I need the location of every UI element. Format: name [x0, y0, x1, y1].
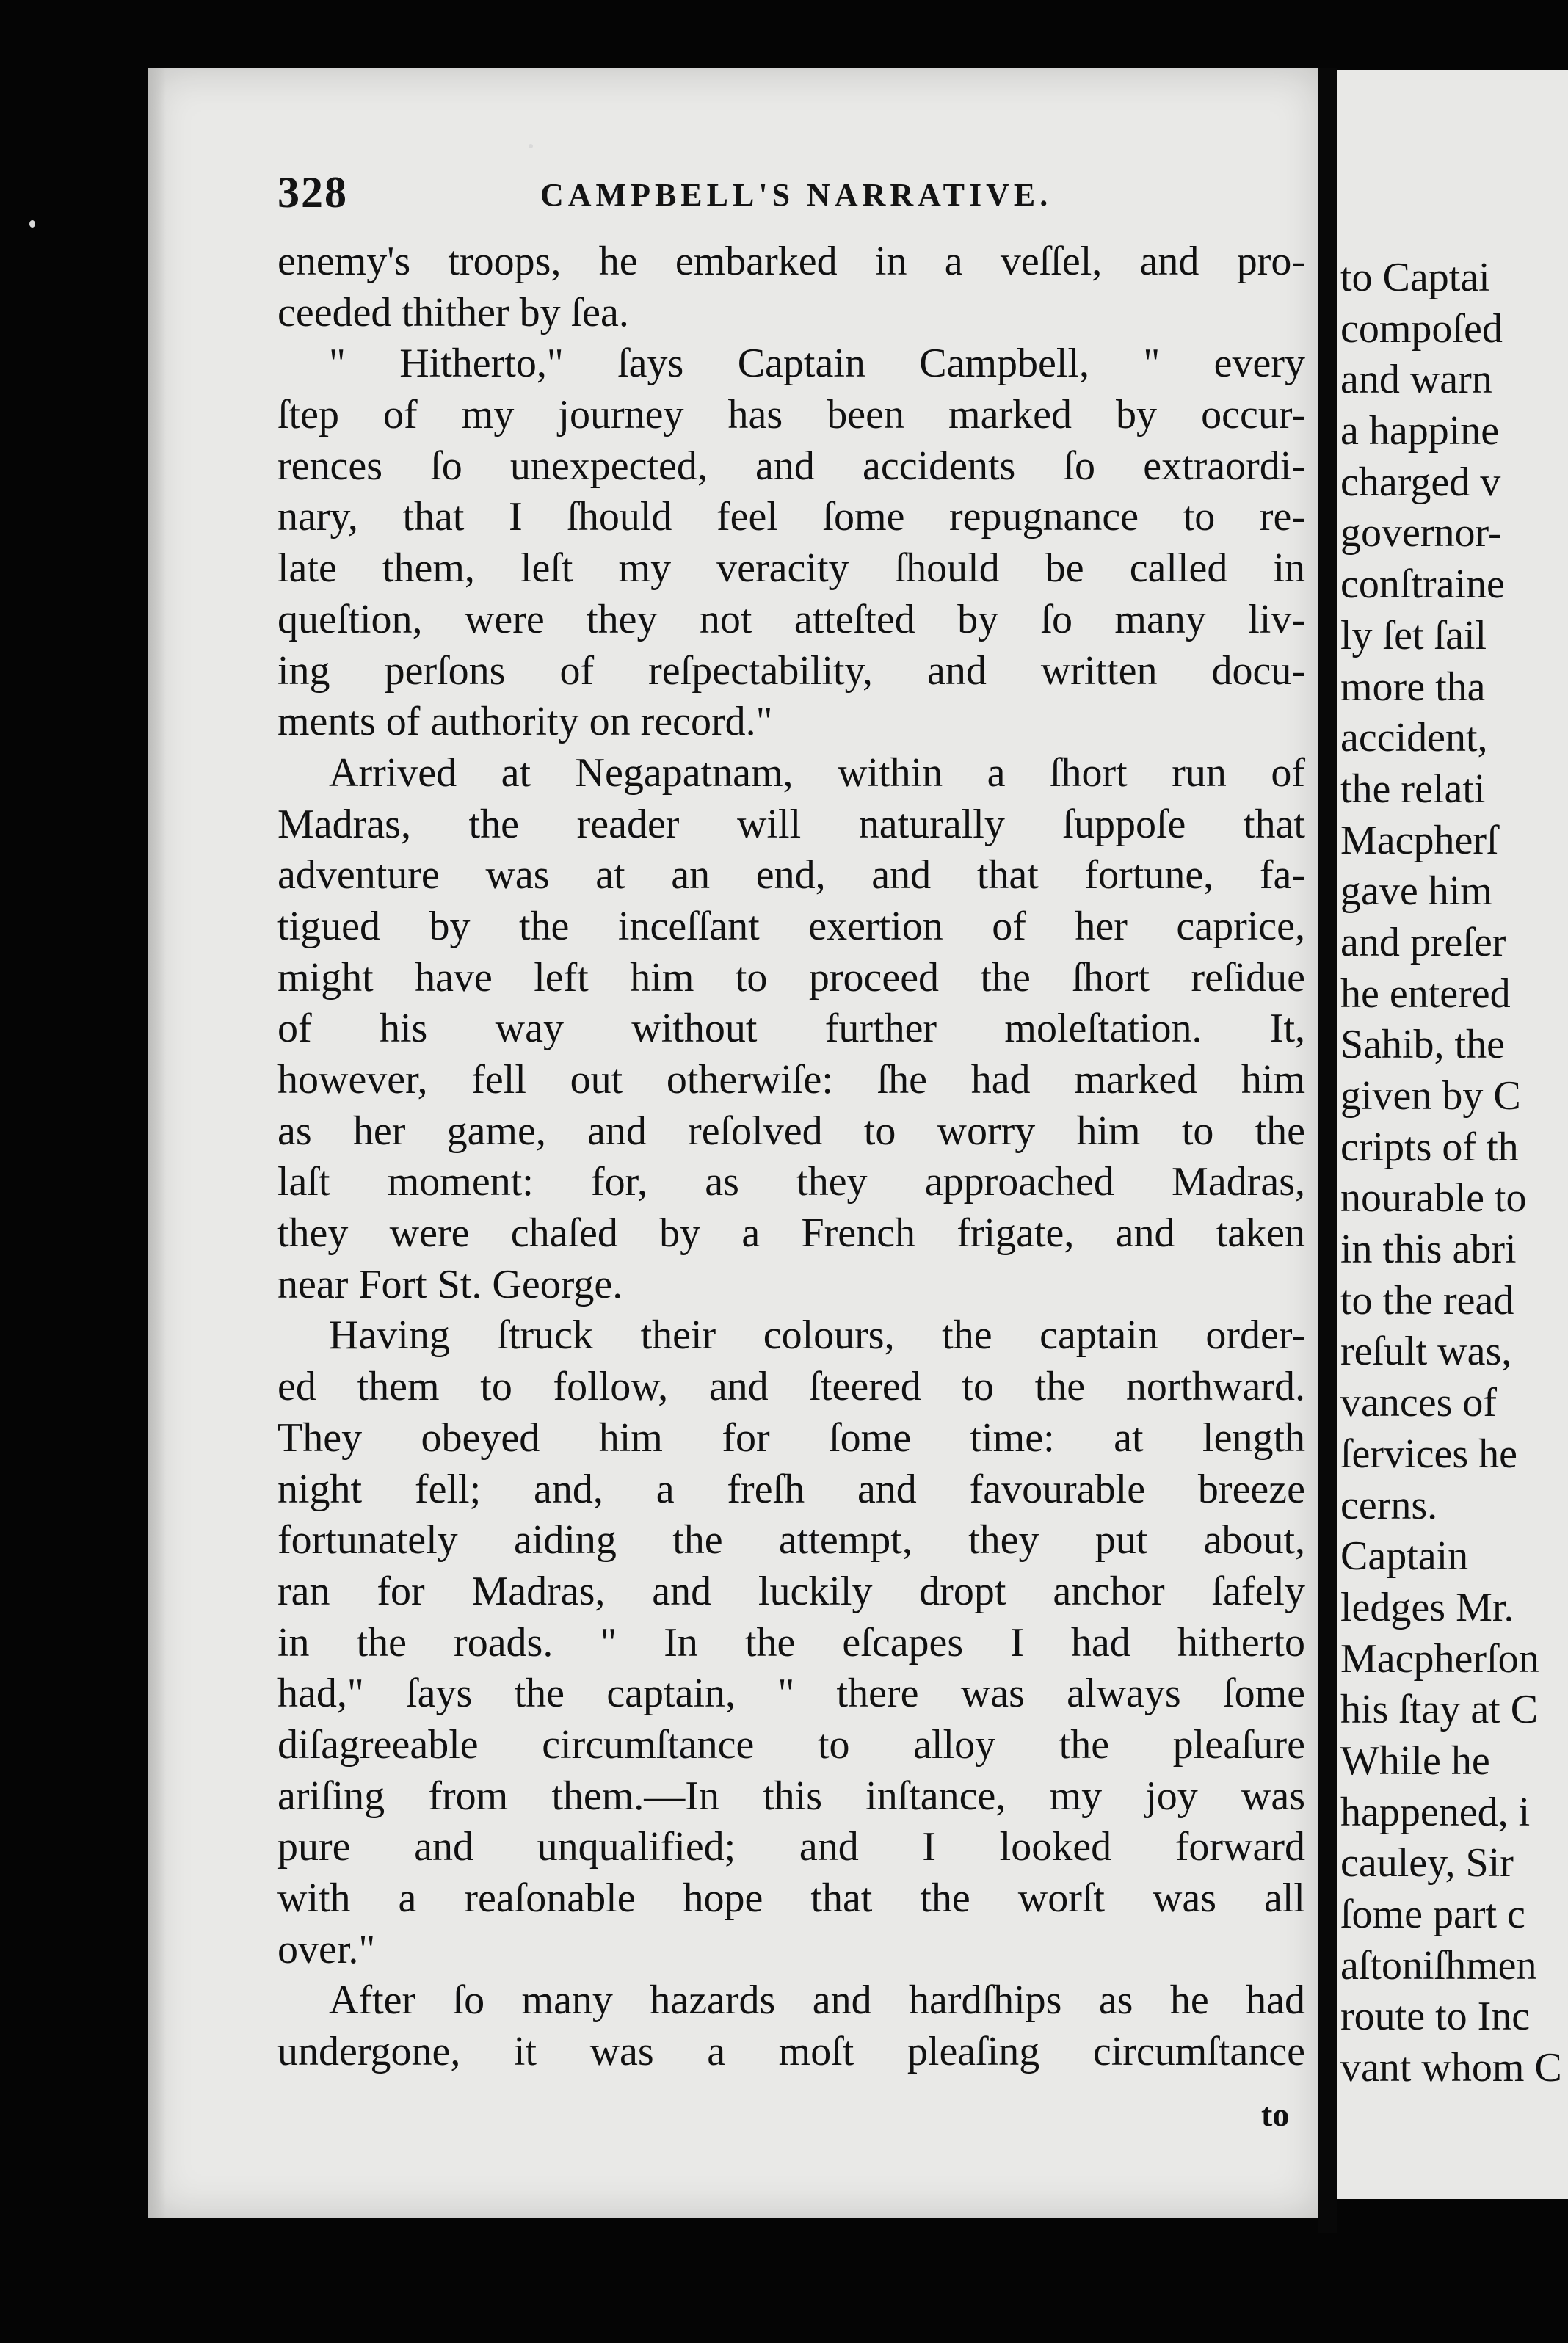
right-text-line: vances of: [1340, 1380, 1498, 1426]
right-text-line: he entered: [1340, 970, 1511, 1017]
text-line: had," ſays the captain, " there was always ſome: [277, 1671, 1305, 1717]
right-text-line: accident,: [1340, 715, 1488, 761]
text-line: diſagreeable circumſtance to alloy the pleaſure: [277, 1721, 1305, 1768]
right-text-line: governor-: [1340, 510, 1502, 556]
right-text-line: conſtraine: [1340, 562, 1505, 608]
text-line: ſtep of my journey has been marked by occur-: [277, 392, 1305, 438]
text-line: late them, leſt my veracity ſhould be called in: [277, 545, 1305, 592]
right-text-line: Sahib, the: [1340, 1022, 1505, 1068]
right-text-line: and preſer: [1340, 919, 1506, 965]
right-text-line: cauley, Sir: [1340, 1840, 1514, 1886]
text-line: ed them to follow, and ſteered to the northward.: [277, 1364, 1305, 1410]
text-line: ments of authority on record.": [277, 699, 773, 745]
text-line: Having ſtruck their colours, the captain order-: [329, 1312, 1305, 1359]
text-line: laſt moment: for, as they approached Madras,: [277, 1159, 1305, 1205]
text-line: over.": [277, 1926, 376, 1972]
text-line: nary, that I ſhould feel ſome repugnance to re-: [277, 494, 1305, 540]
text-line: Arrived at Negapatnam, within a ſhort run of: [329, 749, 1305, 796]
right-text-line: Macpherſ: [1340, 817, 1498, 863]
paper-speck: [529, 144, 533, 148]
text-line: with a reaſonable hope that the worſt was all: [277, 1875, 1305, 1921]
text-line: adventure was at an end, and that fortune, fa-: [277, 852, 1305, 898]
right-text-line: in this abri: [1340, 1227, 1517, 1273]
text-line: however, fell out otherwiſe: ſhe had marked him: [277, 1057, 1305, 1103]
text-line: of his way without further moleſtation. It,: [277, 1006, 1305, 1052]
text-line: ariſing from them.—In this inſtance, my joy was: [277, 1773, 1305, 1819]
text-line: queſtion, were they not atteſted by ſo many liv-: [277, 596, 1305, 642]
text-line: After ſo many hazards and hardſhips as he had: [329, 1977, 1305, 2024]
right-text-line: the relati: [1340, 766, 1486, 812]
text-line: ran for Madras, and luckily dropt anchor ſafely: [277, 1568, 1305, 1614]
right-text-line: ledges Mr.: [1340, 1584, 1514, 1630]
page-header: [277, 167, 1305, 219]
right-text-line: cripts of th: [1340, 1124, 1519, 1170]
text-line: ceeded thither by ſea.: [277, 289, 629, 335]
text-line: in the roads. " In the eſcapes I had hitherto: [277, 1619, 1305, 1665]
text-line: They obeyed him for ſome time: at length: [277, 1414, 1305, 1461]
right-text-line: vant whom C: [1340, 2045, 1562, 2091]
right-text-line: reſult was,: [1340, 1329, 1512, 1375]
paper-speck: [29, 220, 35, 228]
right-page-text: [1340, 253, 1568, 2094]
right-text-line: ſome part c: [1340, 1892, 1525, 1937]
running-head: CAMPBELL'S NARRATIVE.: [540, 177, 1053, 213]
right-text-line: a happine: [1340, 408, 1500, 454]
text-line: they were chaſed by a French frigate, and taken: [277, 1210, 1305, 1257]
text-line: ing perſons of reſpectability, and written docu-: [277, 647, 1305, 694]
text-line: " Hitherto," ſays Captain Campbell, " every: [329, 341, 1305, 387]
right-text-line: and warn: [1340, 357, 1492, 403]
right-text-line: to Captai: [1340, 255, 1490, 300]
right-text-line: aſtoniſhmen: [1340, 1942, 1537, 1988]
text-line: pure and unqualified; and I looked forward: [277, 1824, 1305, 1870]
text-line: enemy's troops, he embarked in a veſſel, and pro-: [277, 239, 1305, 284]
right-text-line: Captain: [1340, 1533, 1469, 1580]
page-edge-shadow: [148, 68, 166, 2218]
right-text-line: charged v: [1340, 459, 1501, 505]
catchword: to: [1261, 2096, 1290, 2133]
text-line: rences ſo unexpected, and accidents ſo extraordi-: [277, 443, 1305, 489]
right-text-line: ly ſet ſail: [1340, 612, 1487, 658]
right-text-line: happened, i: [1340, 1789, 1531, 1835]
right-text-line: to the read: [1340, 1277, 1514, 1323]
text-line: as her game, and reſolved to worry him to the: [277, 1108, 1305, 1154]
right-text-line: given by C: [1340, 1073, 1521, 1119]
right-text-line: nourable to: [1340, 1175, 1527, 1221]
right-text-line: While he: [1340, 1737, 1490, 1784]
text-line: near Fort St. George.: [277, 1261, 623, 1307]
right-text-line: his ſtay at C: [1340, 1687, 1539, 1733]
text-line: night fell; and, a freſh and favourable breeze: [277, 1466, 1305, 1512]
page-gutter: [1318, 68, 1337, 2233]
text-line: might have left him to proceed the ſhort reſidue: [277, 954, 1305, 1000]
right-text-line: ſervices he: [1340, 1431, 1517, 1477]
right-text-line: cerns.: [1340, 1482, 1438, 1528]
text-line: tigued by the inceſſant exertion of her caprice,: [277, 903, 1305, 949]
text-line: undergone, it was a moſt pleaſing circumſtance: [277, 2029, 1305, 2075]
text-line: Madras, the reader will naturally ſuppoſe that: [277, 801, 1305, 847]
right-text-line: route to Inc: [1340, 1994, 1531, 2040]
right-text-line: gave him: [1340, 868, 1492, 915]
page-number: 328: [277, 168, 348, 217]
right-text-line: Macpherſon: [1340, 1635, 1539, 1682]
right-text-line: more tha: [1340, 664, 1486, 710]
text-line: fortunately aiding the attempt, they put about,: [277, 1517, 1305, 1563]
body-text: [277, 236, 1305, 2078]
right-text-line: compoſed: [1340, 305, 1503, 352]
